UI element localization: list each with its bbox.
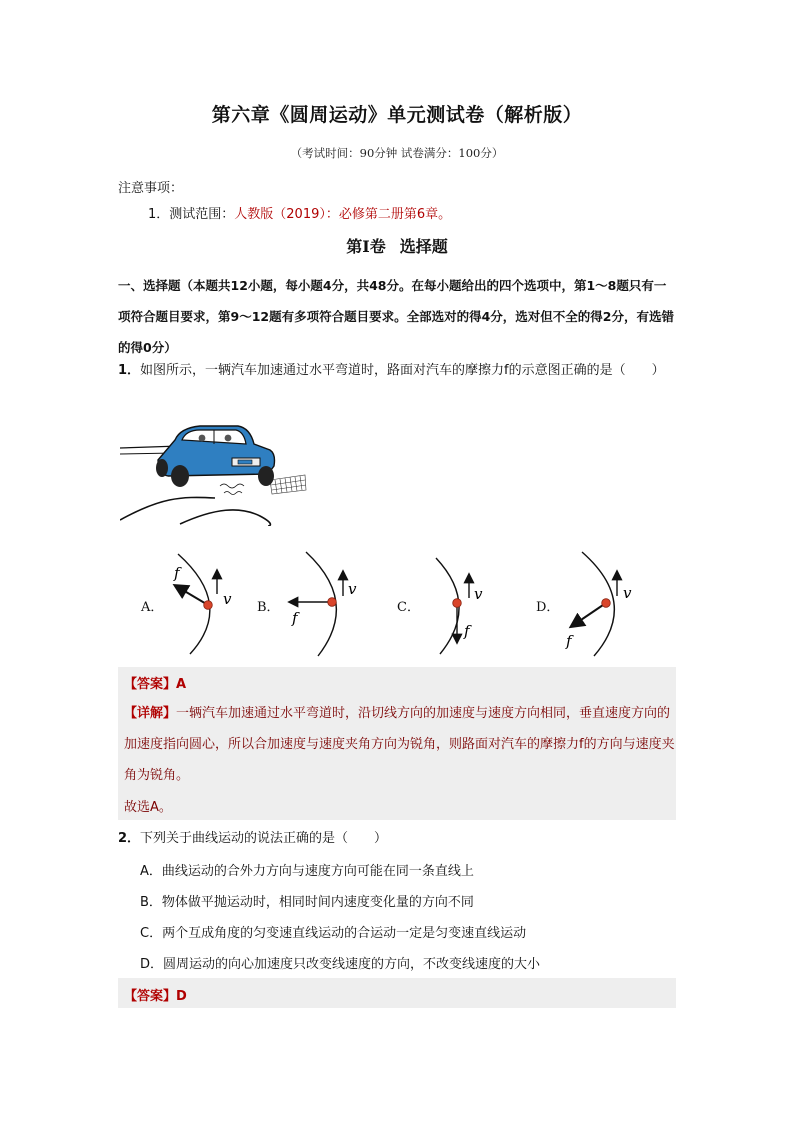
- option-b-v-label: v: [348, 580, 357, 598]
- option-d-v-label: v: [623, 584, 632, 602]
- answer-value: D: [176, 989, 187, 1004]
- question-2: [118, 827, 387, 846]
- option-a-diagram[interactable]: [160, 550, 250, 658]
- option-d-f-label: f: [566, 632, 572, 650]
- option-a-v-label: v: [223, 590, 232, 608]
- question-2-text: 下列关于曲线运动的说法正确的是（ ）: [140, 831, 388, 846]
- option-b-diagram[interactable]: [282, 550, 372, 658]
- answer-line-q1: [124, 673, 186, 692]
- option-a-f-label: f: [174, 564, 180, 582]
- section-intro: 一、选择题（本题共12小题，每小题4分，共48分。在每小题给出的四个选项中，第1～8题只有一项符合题目要求，第9～12题有多项符合题目要求。全部选对的得4分，选对但不全的得2分，有选错的得0分）: [118, 278, 674, 355]
- option-c-label[interactable]: C．: [397, 600, 420, 615]
- answer-line-q2: [124, 985, 187, 1004]
- explanation-text: 一辆汽车加速通过水平弯道时，沿切线方向的加速度与速度方向相同，垂直速度方向的加速度指向圆心，所以合加速度与速度夹角方向为锐角，则路面对汽车的摩擦力f的方向与速度夹角为锐角。: [124, 706, 675, 783]
- notes-item-value: 人教版（2019）：必修第二册第6章。: [234, 207, 452, 222]
- question-2-option-b[interactable]: B．物体做平抛运动时，相同时间内速度变化量的方向不同: [140, 895, 474, 910]
- notes-item: [148, 203, 451, 222]
- notes-item-prefix: 1．测试范围：: [148, 207, 235, 222]
- option-b-label[interactable]: B．: [257, 600, 280, 615]
- question-2-option-c[interactable]: C．两个互成角度的匀变速直线运动的合运动一定是匀变速直线运动: [140, 926, 527, 941]
- option-c-f-label: f: [464, 622, 470, 640]
- option-c-diagram[interactable]: [420, 550, 500, 658]
- car-on-curve-illustration: [120, 420, 310, 526]
- question-2-option-d[interactable]: D．圆周运动的向心加速度只改变线速度的方向，不改变线速度的大小: [140, 957, 541, 972]
- part-label: 第Ⅰ卷: [346, 237, 386, 256]
- answer-box-q2: [118, 978, 676, 1008]
- option-d-diagram[interactable]: [560, 548, 650, 658]
- option-a-label[interactable]: A．: [141, 600, 164, 615]
- answer-key-label: 【答案】: [124, 677, 177, 692]
- page-title: 第六章《圆周运动》单元测试卷（解析版）: [211, 104, 583, 126]
- answer-value: A: [176, 677, 187, 692]
- conclusion-q1: 故选A。: [124, 800, 172, 815]
- question-1-number: 1．: [118, 363, 141, 378]
- part-heading: [0, 234, 794, 257]
- explanation-q1: [124, 698, 676, 791]
- option-b-f-label: f: [292, 609, 298, 627]
- question-2-number: 2．: [118, 831, 141, 846]
- exam-info: （考试时间：90分钟 试卷满分：100分）: [290, 146, 504, 160]
- question-1-text: 如图所示，一辆汽车加速通过水平弯道时，路面对汽车的摩擦力f的示意图正确的是（ ）: [140, 363, 665, 378]
- answer-key-label: 【答案】: [124, 989, 177, 1004]
- notes-heading: 注意事项：: [118, 181, 184, 196]
- part-name: 选择题: [399, 237, 448, 256]
- explanation-key-label: 【详解】: [124, 706, 177, 721]
- option-c-v-label: v: [474, 585, 483, 603]
- option-d-label[interactable]: D．: [536, 600, 560, 615]
- question-2-option-a[interactable]: A．曲线运动的合外力方向与速度方向可能在同一条直线上: [140, 864, 474, 879]
- question-1: [118, 356, 678, 385]
